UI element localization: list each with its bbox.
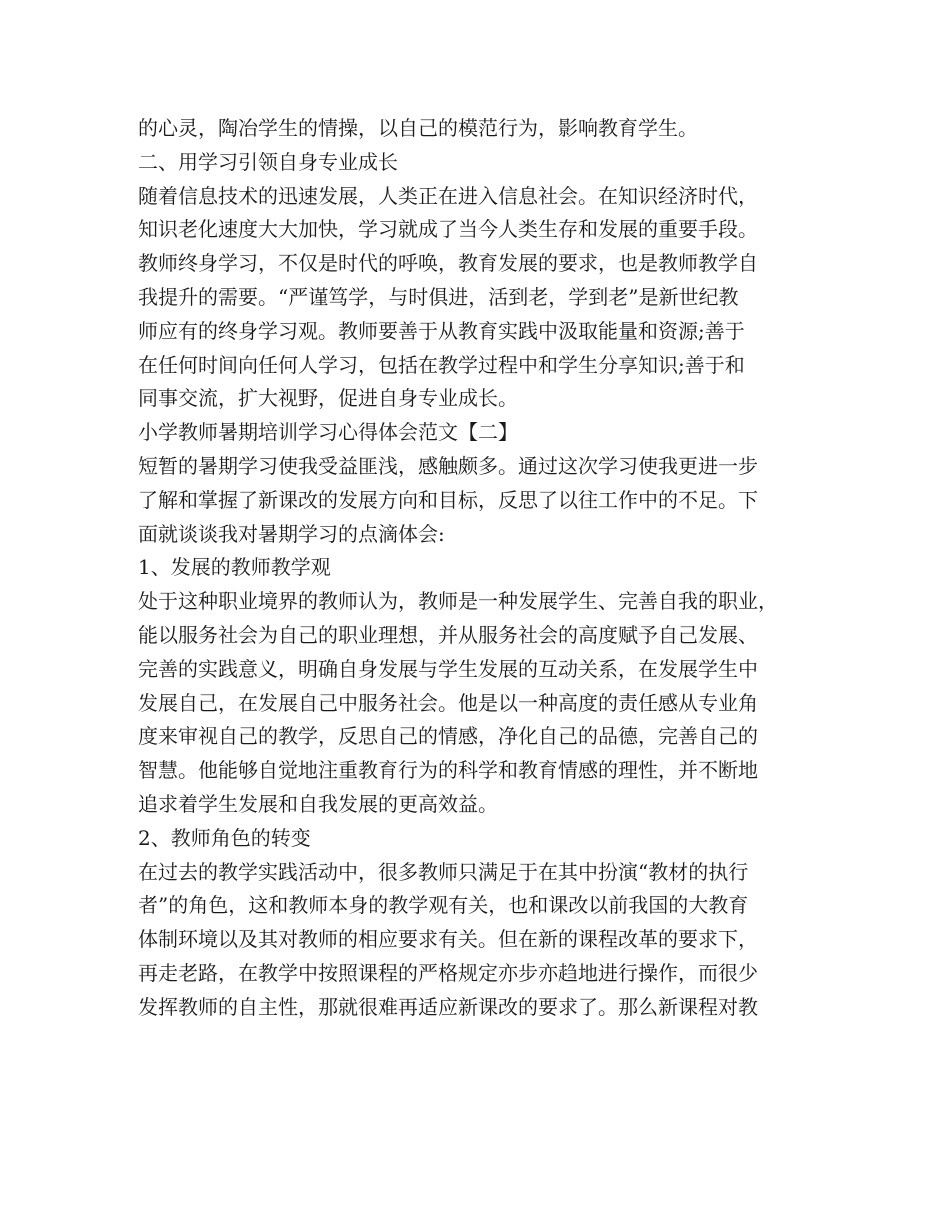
body-line: 发挥教师的自主性，那就很难再适应新课改的要求了。那么新课程对教 bbox=[138, 994, 758, 1019]
body-line: 能以服务社会为自己的职业理想，并从服务社会的高度赋予自己发展、 bbox=[138, 622, 758, 647]
body-line: 再走老路，在教学中按照课程的严格规定亦步亦趋地进行操作，而很少 bbox=[138, 960, 758, 985]
body-line: 短暂的暑期学习使我受益匪浅，感触颇多。通过这次学习使我更进一步 bbox=[138, 453, 758, 478]
body-line: 发展自己，在发展自己中服务社会。他是以一种高度的责任感从专业角 bbox=[138, 690, 758, 715]
body-line: 同事交流，扩大视野，促进自身专业成长。 bbox=[138, 386, 518, 411]
section-heading: 2、教师角色的转变 bbox=[138, 825, 311, 850]
body-line: 完善的实践意义，明确自身发展与学生发展的互动关系，在发展学生中 bbox=[138, 656, 758, 681]
body-line: 教师终身学习，不仅是时代的呼唤，教育发展的要求，也是教师教学自 bbox=[138, 251, 758, 276]
body-line: 在任何时间向任何人学习，包括在教学过程中和学生分享知识;善于和 bbox=[138, 352, 745, 377]
article-title: 小学教师暑期培训学习心得体会范文【二】 bbox=[138, 420, 518, 445]
body-line: 的心灵，陶冶学生的情操，以自己的模范行为，影响教育学生。 bbox=[138, 116, 698, 140]
body-line: 追求着学生发展和自我发展的更高效益。 bbox=[138, 791, 498, 816]
body-line: 处于这种职业境界的教师认为，教师是一种发展学生、完善自我的职业， bbox=[138, 589, 778, 614]
section-heading: 1、发展的教师教学观 bbox=[138, 555, 331, 580]
body-line: 知识老化速度大大加快，学习就成了当今人类生存和发展的重要手段。 bbox=[138, 217, 758, 242]
body-line: 师应有的终身学习观。教师要善于从教育实践中汲取能量和资源;善于 bbox=[138, 318, 745, 343]
body-line: 度来审视自己的教学，反思自己的情感，净化自己的品德，完善自己的 bbox=[138, 724, 758, 749]
body-line: 随着信息技术的迅速发展，人类正在进入信息社会。在知识经济时代， bbox=[138, 183, 758, 208]
body-line: 智慧。他能够自觉地注重教育行为的科学和教育情感的理性，并不断地 bbox=[138, 758, 758, 783]
section-heading: 二、用学习引领自身专业成长 bbox=[138, 149, 398, 174]
body-line: 在过去的教学实践活动中，很多教师只满足于在其中扮演“教材的执行 bbox=[138, 859, 749, 884]
document-body bbox=[138, 112, 818, 1025]
body-line: 面就谈谈我对暑期学习的点滴体会: bbox=[138, 521, 445, 546]
body-line: 者”的角色，这和教师本身的教学观有关，也和课改以前我国的大教育 bbox=[138, 893, 749, 918]
body-line: 了解和掌握了新课改的发展方向和目标，反思了以往工作中的不足。下 bbox=[138, 487, 758, 512]
body-line: 我提升的需要。“严谨笃学，与时俱进，活到老，学到老”是新世纪教 bbox=[138, 284, 739, 309]
body-line: 体制环境以及其对教师的相应要求有关。但在新的课程改革的要求下， bbox=[138, 927, 758, 952]
